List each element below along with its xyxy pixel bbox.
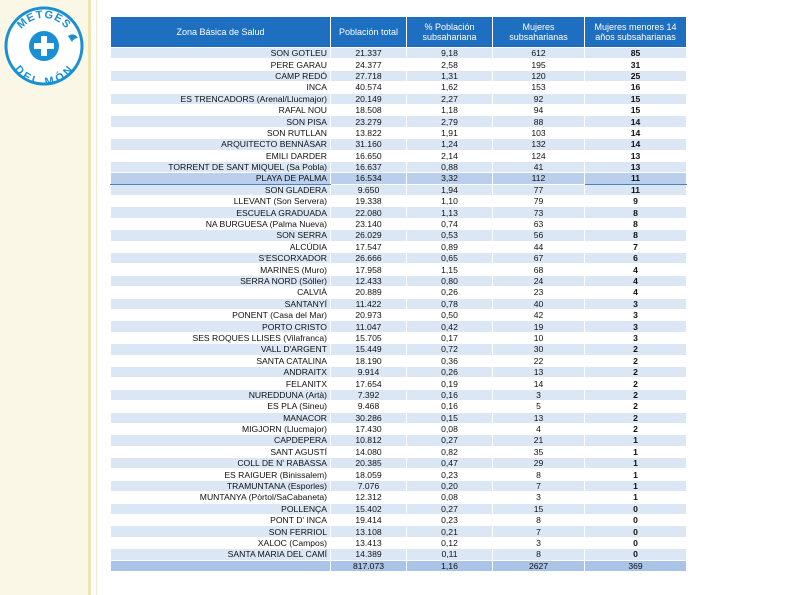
cell-menores: 25 — [585, 70, 687, 81]
table-row — [111, 287, 687, 298]
cell-mujeres: 88 — [493, 116, 585, 127]
table-row — [111, 59, 687, 70]
cell-zona: SON PISA — [111, 116, 331, 127]
cell-zona: TORRENT DE SANT MIQUEL (Sa Pobla) — [111, 161, 331, 172]
cell-pct: 0,15 — [407, 412, 493, 423]
cell-menores: 3 — [585, 309, 687, 320]
table-row — [111, 355, 687, 366]
table-row — [111, 253, 687, 264]
cell-poblacion: 13.108 — [331, 526, 407, 537]
table-body — [111, 48, 687, 572]
table-row — [111, 480, 687, 491]
left-decorative-strip — [0, 0, 88, 595]
cell-pct: 0,50 — [407, 309, 493, 320]
cell-menores: 1 — [585, 492, 687, 503]
cell-menores: 0 — [585, 515, 687, 526]
cell-poblacion: 11.047 — [331, 321, 407, 332]
table-row — [111, 526, 687, 537]
cell-pct: 0,26 — [407, 287, 493, 298]
cell-pct: 2,14 — [407, 150, 493, 161]
cell-pct: 3,32 — [407, 173, 493, 184]
table-row — [111, 458, 687, 469]
cell-mujeres: 612 — [493, 48, 585, 59]
cell-mujeres: 153 — [493, 82, 585, 93]
cell-zona: PORTO CRISTO — [111, 321, 331, 332]
cell-poblacion: 17.958 — [331, 264, 407, 275]
cell-poblacion: 13.822 — [331, 127, 407, 138]
cell-poblacion: 12.433 — [331, 275, 407, 286]
table-row — [111, 127, 687, 138]
cell-poblacion: 18.190 — [331, 355, 407, 366]
table-row — [111, 321, 687, 332]
cell-zona: LLEVANT (Son Servera) — [111, 196, 331, 207]
cell-poblacion: 7.076 — [331, 480, 407, 491]
cell-zona: CAMP REDÓ — [111, 70, 331, 81]
cell-menores: 8 — [585, 207, 687, 218]
cell-poblacion: 15.449 — [331, 344, 407, 355]
cell-menores: 1 — [585, 435, 687, 446]
cell-mujeres: 79 — [493, 196, 585, 207]
cell-mujeres: 13 — [493, 366, 585, 377]
cell-mujeres: 23 — [493, 287, 585, 298]
cell-mujeres: 63 — [493, 218, 585, 229]
cell-pct: 0,88 — [407, 161, 493, 172]
cell-menores: 2 — [585, 423, 687, 434]
cell-zona: VALL D'ARGENT — [111, 344, 331, 355]
table-header-row — [111, 17, 687, 48]
cell-mujeres: 13 — [493, 412, 585, 423]
cell-pct: 0,80 — [407, 275, 493, 286]
cell-menores: 9 — [585, 196, 687, 207]
cell-pct: 1,13 — [407, 207, 493, 218]
cell-poblacion: 23.279 — [331, 116, 407, 127]
cell-menores: 2 — [585, 355, 687, 366]
table-row — [111, 93, 687, 104]
header-pct: % Población subsahariana — [407, 17, 493, 48]
cell-zona: NA BURGUESA (Palma Nueva) — [111, 218, 331, 229]
cell-zona: NUREDDUNA (Artà) — [111, 389, 331, 400]
cell-mujeres: 112 — [493, 173, 585, 184]
cell-pct: 0,42 — [407, 321, 493, 332]
cell-menores: 1 — [585, 480, 687, 491]
cell-pct: 0,16 — [407, 389, 493, 400]
cell-poblacion: 21.337 — [331, 48, 407, 59]
cell-mujeres: 195 — [493, 59, 585, 70]
cell-poblacion: 26.666 — [331, 253, 407, 264]
cell-mujeres: 103 — [493, 127, 585, 138]
cell-zona: PONT D' INCA — [111, 515, 331, 526]
table-row — [111, 446, 687, 457]
table-row — [111, 150, 687, 161]
cell-pct: 1,62 — [407, 82, 493, 93]
cell-mujeres: 21 — [493, 435, 585, 446]
cell-mujeres: 132 — [493, 139, 585, 150]
cell-pct: 0,36 — [407, 355, 493, 366]
cell-menores: 3 — [585, 298, 687, 309]
cell-zona: POLLENÇA — [111, 503, 331, 514]
cell-zona: SON GLADERA — [111, 184, 331, 195]
cell-mujeres: 24 — [493, 275, 585, 286]
cell-menores: 15 — [585, 104, 687, 115]
cell-menores: 14 — [585, 139, 687, 150]
cell-mujeres: 124 — [493, 150, 585, 161]
cell-zona: SON FERRIOL — [111, 526, 331, 537]
cell-mujeres: 19 — [493, 321, 585, 332]
cell-zona: SON RUTLLAN — [111, 127, 331, 138]
table-row — [111, 275, 687, 286]
cell-mujeres: 3 — [493, 537, 585, 548]
cell-pct: 0,19 — [407, 378, 493, 389]
table-row — [111, 549, 687, 560]
cell-zona: SANTA CATALINA — [111, 355, 331, 366]
cell-zona: PONENT (Casa del Mar) — [111, 309, 331, 320]
cell-zona: COLL DE N' RABASSA — [111, 458, 331, 469]
cell-pct: 0,12 — [407, 537, 493, 548]
cell-mujeres: 8 — [493, 469, 585, 480]
total-menores: 369 — [585, 560, 687, 571]
cell-menores: 16 — [585, 82, 687, 93]
cell-mujeres: 68 — [493, 264, 585, 275]
cell-poblacion: 17.430 — [331, 423, 407, 434]
table-row — [111, 48, 687, 59]
cell-pct: 0,11 — [407, 549, 493, 560]
header-mujeres: Mujeres subsaharianas — [493, 17, 585, 48]
cell-pct: 1,15 — [407, 264, 493, 275]
cell-menores: 0 — [585, 537, 687, 548]
table-row — [111, 196, 687, 207]
cell-poblacion: 27.718 — [331, 70, 407, 81]
cell-pct: 0,16 — [407, 401, 493, 412]
cell-zona: FELANITX — [111, 378, 331, 389]
cell-poblacion: 16.534 — [331, 173, 407, 184]
cell-mujeres: 3 — [493, 389, 585, 400]
table-row — [111, 104, 687, 115]
cell-pct: 0,26 — [407, 366, 493, 377]
cell-mujeres: 4 — [493, 423, 585, 434]
cell-zona: MANACOR — [111, 412, 331, 423]
cell-menores: 11 — [585, 173, 687, 184]
cell-mujeres: 10 — [493, 332, 585, 343]
cell-menores: 7 — [585, 241, 687, 252]
cell-mujeres: 92 — [493, 93, 585, 104]
cell-menores: 2 — [585, 401, 687, 412]
cell-mujeres: 30 — [493, 344, 585, 355]
logo-text-bottom: DEL MÓN — [11, 63, 77, 86]
cell-zona: RAFAL NOU — [111, 104, 331, 115]
cell-zona: SANT AGUSTÍ — [111, 446, 331, 457]
cell-menores: 13 — [585, 161, 687, 172]
logo-text-top: METGES — [14, 8, 74, 32]
total-pct: 1,16 — [407, 560, 493, 571]
cell-poblacion: 40.574 — [331, 82, 407, 93]
cell-menores: 2 — [585, 389, 687, 400]
table-row — [111, 184, 687, 195]
cell-mujeres: 8 — [493, 549, 585, 560]
table-row — [111, 515, 687, 526]
cell-zona: SERRA NORD (Sóller) — [111, 275, 331, 286]
cell-zona: SES ROQUES LLISES (Vilafranca) — [111, 332, 331, 343]
table-row — [111, 139, 687, 150]
cell-menores: 2 — [585, 344, 687, 355]
cell-pct: 0,08 — [407, 423, 493, 434]
cell-menores: 0 — [585, 526, 687, 537]
left-strip-border-thin — [96, 0, 97, 595]
cell-pct: 0,53 — [407, 230, 493, 241]
cell-poblacion: 12.312 — [331, 492, 407, 503]
cell-pct: 0,23 — [407, 515, 493, 526]
cell-pct: 2,27 — [407, 93, 493, 104]
cell-mujeres: 22 — [493, 355, 585, 366]
cell-mujeres: 67 — [493, 253, 585, 264]
table-row — [111, 389, 687, 400]
cell-mujeres: 120 — [493, 70, 585, 81]
cell-menores: 2 — [585, 378, 687, 389]
table-row — [111, 344, 687, 355]
cell-menores: 2 — [585, 366, 687, 377]
cell-zona: S'ESCORXADOR — [111, 253, 331, 264]
cell-poblacion: 14.389 — [331, 549, 407, 560]
cell-zona: SON GOTLEU — [111, 48, 331, 59]
cell-pct: 1,31 — [407, 70, 493, 81]
table-row — [111, 309, 687, 320]
table-row — [111, 492, 687, 503]
cell-mujeres: 94 — [493, 104, 585, 115]
table-row — [111, 378, 687, 389]
table-row — [111, 70, 687, 81]
cell-menores: 14 — [585, 116, 687, 127]
cell-menores: 11 — [585, 184, 687, 195]
cell-pct: 0,82 — [407, 446, 493, 457]
header-menores: Mujeres menores 14 años subsaharianas — [585, 17, 687, 48]
cell-pct: 0,74 — [407, 218, 493, 229]
table-row — [111, 469, 687, 480]
cell-poblacion: 16.650 — [331, 150, 407, 161]
table-row — [111, 241, 687, 252]
table-row — [111, 412, 687, 423]
cell-poblacion: 20.889 — [331, 287, 407, 298]
cell-zona: MIGJORN (Llucmajor) — [111, 423, 331, 434]
cell-menores: 85 — [585, 48, 687, 59]
table-row — [111, 537, 687, 548]
total-zona — [111, 560, 331, 571]
cell-menores: 3 — [585, 321, 687, 332]
cell-menores: 15 — [585, 93, 687, 104]
cell-pct: 0,23 — [407, 469, 493, 480]
cell-mujeres: 5 — [493, 401, 585, 412]
cell-menores: 8 — [585, 218, 687, 229]
cell-menores: 31 — [585, 59, 687, 70]
cell-poblacion: 18.508 — [331, 104, 407, 115]
table-row — [111, 366, 687, 377]
cell-mujeres: 40 — [493, 298, 585, 309]
cell-menores: 4 — [585, 275, 687, 286]
cell-zona: PERE GARAU — [111, 59, 331, 70]
cell-menores: 8 — [585, 230, 687, 241]
table-row — [111, 298, 687, 309]
table-row — [111, 435, 687, 446]
table-row — [111, 161, 687, 172]
cell-mujeres: 77 — [493, 184, 585, 195]
cell-poblacion: 11.422 — [331, 298, 407, 309]
cell-pct: 2,79 — [407, 116, 493, 127]
health-zones-table-container — [110, 16, 686, 572]
metges-del-mon-logo — [4, 6, 84, 86]
cell-poblacion: 9.914 — [331, 366, 407, 377]
cell-zona: ANDRAITX — [111, 366, 331, 377]
cell-zona: ES RAIGUER (Binissalem) — [111, 469, 331, 480]
cell-poblacion: 18.059 — [331, 469, 407, 480]
cell-mujeres: 15 — [493, 503, 585, 514]
cell-menores: 6 — [585, 253, 687, 264]
cell-poblacion: 20.385 — [331, 458, 407, 469]
cell-poblacion: 24.377 — [331, 59, 407, 70]
cell-poblacion: 10.812 — [331, 435, 407, 446]
cell-pct: 0,65 — [407, 253, 493, 264]
cell-pct: 1,10 — [407, 196, 493, 207]
table-total-row — [111, 560, 687, 571]
cell-poblacion: 17.547 — [331, 241, 407, 252]
cell-poblacion: 19.338 — [331, 196, 407, 207]
table-row — [111, 173, 687, 184]
cell-pct: 0,78 — [407, 298, 493, 309]
cell-zona: ALCÚDIA — [111, 241, 331, 252]
cell-poblacion: 15.402 — [331, 503, 407, 514]
cell-mujeres: 44 — [493, 241, 585, 252]
cell-mujeres: 73 — [493, 207, 585, 218]
table-row — [111, 116, 687, 127]
cell-zona: ARQUITECTO BENNÀSAR — [111, 139, 331, 150]
cell-mujeres: 41 — [493, 161, 585, 172]
cell-pct: 9,18 — [407, 48, 493, 59]
cell-poblacion: 7.392 — [331, 389, 407, 400]
table-row — [111, 207, 687, 218]
table-row — [111, 82, 687, 93]
cell-mujeres: 8 — [493, 515, 585, 526]
cell-zona: EMILI DARDER — [111, 150, 331, 161]
cell-pct: 0,21 — [407, 526, 493, 537]
cell-poblacion: 14.080 — [331, 446, 407, 457]
cell-poblacion: 15.705 — [331, 332, 407, 343]
cell-zona: SON SERRA — [111, 230, 331, 241]
cell-mujeres: 7 — [493, 480, 585, 491]
left-strip-border — [88, 0, 91, 595]
cell-poblacion: 30.286 — [331, 412, 407, 423]
cell-poblacion: 31.160 — [331, 139, 407, 150]
cell-poblacion: 16.637 — [331, 161, 407, 172]
cell-mujeres: 7 — [493, 526, 585, 537]
cell-menores: 0 — [585, 549, 687, 560]
table-row — [111, 264, 687, 275]
cell-poblacion: 26.029 — [331, 230, 407, 241]
cell-menores: 2 — [585, 412, 687, 423]
cell-zona: ES PLA (Sineu) — [111, 401, 331, 412]
cell-mujeres: 42 — [493, 309, 585, 320]
cell-menores: 1 — [585, 458, 687, 469]
cell-zona: CAPDEPERA — [111, 435, 331, 446]
cell-zona: CALVIÀ — [111, 287, 331, 298]
cell-zona: PLAYA DE PALMA — [111, 173, 331, 184]
cell-menores: 1 — [585, 446, 687, 457]
cell-pct: 2,58 — [407, 59, 493, 70]
table-row — [111, 503, 687, 514]
cell-pct: 0,17 — [407, 332, 493, 343]
cell-zona: SANTANYÍ — [111, 298, 331, 309]
cell-zona: MUNTANYA (Pòrtol/SaCabaneta) — [111, 492, 331, 503]
header-poblacion: Población total — [331, 17, 407, 48]
table-row — [111, 401, 687, 412]
cell-pct: 0,89 — [407, 241, 493, 252]
cell-poblacion: 19.414 — [331, 515, 407, 526]
cell-pct: 0,72 — [407, 344, 493, 355]
cell-pct: 0,27 — [407, 435, 493, 446]
cell-mujeres: 56 — [493, 230, 585, 241]
cell-mujeres: 3 — [493, 492, 585, 503]
cell-poblacion: 22.080 — [331, 207, 407, 218]
cell-poblacion: 20.973 — [331, 309, 407, 320]
health-zones-table — [110, 16, 687, 572]
header-zona: Zona Básica de Salud — [111, 17, 331, 48]
cell-menores: 4 — [585, 264, 687, 275]
cell-zona: SANTA MARIA DEL CAMÍ — [111, 549, 331, 560]
cell-zona: INCA — [111, 82, 331, 93]
cell-pct: 0,27 — [407, 503, 493, 514]
cell-pct: 0,47 — [407, 458, 493, 469]
cell-poblacion: 20.149 — [331, 93, 407, 104]
cell-zona: MARINES (Muro) — [111, 264, 331, 275]
cell-menores: 1 — [585, 469, 687, 480]
cell-poblacion: 17.654 — [331, 378, 407, 389]
table-row — [111, 423, 687, 434]
cell-menores: 4 — [585, 287, 687, 298]
cell-pct: 1,91 — [407, 127, 493, 138]
cell-menores: 13 — [585, 150, 687, 161]
cell-mujeres: 35 — [493, 446, 585, 457]
cell-menores: 14 — [585, 127, 687, 138]
cell-zona: ES TRENCADORS (Arenal/Llucmajor) — [111, 93, 331, 104]
cell-pct: 1,24 — [407, 139, 493, 150]
cell-pct: 1,94 — [407, 184, 493, 195]
table-row — [111, 218, 687, 229]
cell-pct: 0,20 — [407, 480, 493, 491]
cell-mujeres: 14 — [493, 378, 585, 389]
total-mujeres: 2627 — [493, 560, 585, 571]
cell-menores: 3 — [585, 332, 687, 343]
cell-pct: 1,18 — [407, 104, 493, 115]
cell-menores: 0 — [585, 503, 687, 514]
cell-mujeres: 29 — [493, 458, 585, 469]
cell-pct: 0,08 — [407, 492, 493, 503]
cell-poblacion: 23.140 — [331, 218, 407, 229]
cell-poblacion: 9.468 — [331, 401, 407, 412]
total-poblacion: 817.073 — [331, 560, 407, 571]
cell-zona: TRAMUNTANA (Esporles) — [111, 480, 331, 491]
cell-poblacion: 9.650 — [331, 184, 407, 195]
table-row — [111, 332, 687, 343]
cell-zona: ESCUELA GRADUADA — [111, 207, 331, 218]
table-row — [111, 230, 687, 241]
cell-poblacion: 13.413 — [331, 537, 407, 548]
cell-zona: XALOC (Campos) — [111, 537, 331, 548]
